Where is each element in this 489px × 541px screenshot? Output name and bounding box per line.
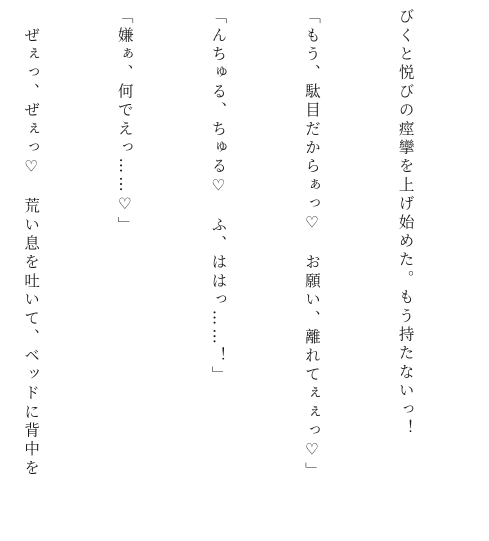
text-line: びくと悦びの痙攣を上げ始めた。もう持たないっ！ [396,8,415,439]
dialogue-line: 「んちゅる、ちゅる♡ ふ、ははっ……！」 [209,8,228,385]
dialogue-line: 「もう、駄目だからぁっ♡ お願い、離れてぇぇっ♡」 [302,8,321,481]
vertical-text-body [0,8,483,533]
dialogue-line: 「嫌ぁ、何でえっ……♡」 [115,8,134,235]
text-line: ぜぇっ、ぜぇっ♡ 荒い息を吐いて、ベッドに背中を [22,8,41,478]
